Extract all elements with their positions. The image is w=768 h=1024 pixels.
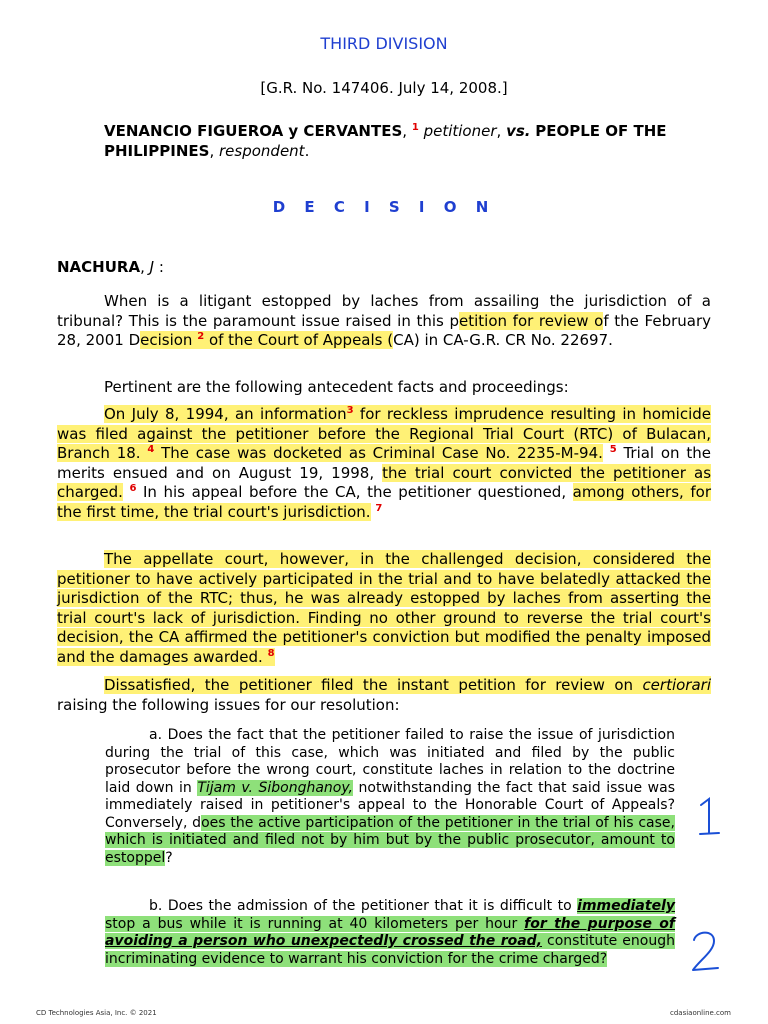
highlighted-text: for the purpose of <box>524 915 675 932</box>
text-run: of the Court of Appeals ( <box>204 331 394 349</box>
highlighted-text: the trial c <box>382 463 461 482</box>
petitioner-name: VENANCIO FIGUEROA y CERVANTES <box>104 122 403 140</box>
text-run: Pertinent are the following antecedent facts and proceedings: <box>104 378 569 396</box>
text-run: On July 8, 1994, an information <box>104 405 347 423</box>
text-run: notwithstanding the fact that said issue was immediately raised in petitioner's appeal to the Honorable Court of Appeals? Conversely, d <box>105 779 675 831</box>
text-run: b. Does the admission of the petitioner that it is difficult to <box>149 898 578 914</box>
highlighted-text: Tijam v. Sibonghanoy, <box>197 779 353 796</box>
footnote-ref[interactable]: 5 <box>609 444 617 455</box>
case-number: [G.R. No. 147406. July 14, 2008.] <box>260 79 508 97</box>
highlighted-text: avoiding a person who unexpectedly crossed the road, <box>105 933 543 949</box>
text-run: Trial on the merits ensued and on August 19, 1998, <box>57 444 711 482</box>
ponente: NACHURA, J : <box>57 258 164 276</box>
text-run: When is a litigant estopped by laches from assailing the jurisdiction of a tribunal? This is the paramount issue raised in this p <box>57 292 711 330</box>
text-run: CA) in CA-G.R. CR No. 22697. <box>393 331 613 349</box>
footnote-ref[interactable]: 3 <box>346 405 354 416</box>
case-parties: VENANCIO FIGUEROA y CERVANTES, $^1$ petitioner, vs. PEOPLE OF THE PHILIPPINES, respondent. <box>104 122 667 160</box>
text-run: ? <box>165 849 173 866</box>
text-run: certiorari <box>642 676 711 694</box>
versus: vs. <box>506 122 531 140</box>
highlighted-text: stop a bus while it is running at 40 kilometers per hour <box>105 915 525 932</box>
text-run: Dissatisfied, the petitioner filed the instant petition for review on <box>104 676 643 694</box>
footnote-ref[interactable]: 1 <box>411 122 419 133</box>
text-run: ecision <box>140 331 193 349</box>
footer-site[interactable]: cdasiaonline.com <box>670 1009 731 1017</box>
footnote-ref[interactable]: 8 <box>267 647 275 659</box>
highlighted-text <box>57 550 711 666</box>
paragraph-appellate <box>57 550 711 667</box>
highlighted-text: etition for review o <box>459 311 604 330</box>
paragraph-antecedents <box>57 378 711 398</box>
decision-title: D E C I S I O N <box>272 198 496 216</box>
text-run: f the February 28, 2001 D <box>57 311 711 349</box>
issue-a <box>105 727 675 867</box>
division-heading: THIRD DIVISION <box>320 34 448 53</box>
handwritten-one-mark <box>695 795 725 840</box>
footer-copyright: CD Technologies Asia, Inc. © 2021 <box>36 1009 157 1017</box>
highlighted-text <box>140 331 393 349</box>
paragraph-intro <box>57 292 711 351</box>
paragraph-issues-intro <box>57 676 711 715</box>
handwritten-two-mark <box>688 928 724 976</box>
highlighted-text: among others, for the first time, the trial court's jurisdiction. <box>57 483 711 521</box>
footnote-ref[interactable]: 7 <box>375 502 383 514</box>
highlighted-text: immediately <box>577 898 675 914</box>
text-run: for reckless imprudence resulting in homicide was filed against the petitioner before the Regional Trial Court (RTC) of Bulacan, Branch 18. <box>57 405 711 462</box>
ponente-title: J <box>149 258 155 276</box>
petitioner-role: petitioner <box>423 122 497 140</box>
paragraph-facts <box>57 405 711 522</box>
footnote-ref[interactable]: 4 <box>147 444 155 455</box>
issue-b <box>105 898 675 968</box>
ponente-suffix: : <box>158 258 164 276</box>
highlighted-text: ourt convicted the petitioner as charged. <box>57 463 712 501</box>
highlighted-text: oes the active participation of the petitioner in the trial of his case, which is initiated and filed not by him but by the public prosecutor, amount to estoppel <box>105 814 675 866</box>
respondent-role: respondent <box>219 142 305 160</box>
footnote-ref[interactable]: 6 <box>129 483 137 494</box>
respondent-name: PEOPLE OF THE PHILIPPINES <box>104 122 667 160</box>
text-run: In his appeal before the CA, the petitioner questioned, <box>136 483 573 501</box>
text-run: a. Does the fact that the petitioner failed to raise the issue of jurisdiction during the trial of this case, which was initiated and filed by the public prosecutor before the wrong court, constitute laches in relation to the doctrine laid down in <box>105 727 675 796</box>
ponente-name: NACHURA <box>57 258 141 276</box>
text-run: The case was docketed as Criminal Case No. 2235-M-94. <box>154 444 603 462</box>
text-run: raising the following issues for our resolution: <box>57 695 400 714</box>
footnote-ref[interactable]: 2 <box>197 331 205 342</box>
text-run: The appellate court, however, in the challenged decision, considered the petitioner to have actively participated in the trial and to have belatedly attacked the jurisdiction of the RTC; thus, he was already estopped by laches from asserting the trial court's lack of jurisdiction. Finding no other ground to reverse the trial court's decision, the CA affirmed the petitioner's conviction but modified the penalty imposed and the damages awarded. <box>57 550 711 666</box>
highlighted-text <box>104 676 711 694</box>
highlighted-text: constitute enough incriminating evidence to warrant his conviction for the crime charged? <box>105 933 675 967</box>
